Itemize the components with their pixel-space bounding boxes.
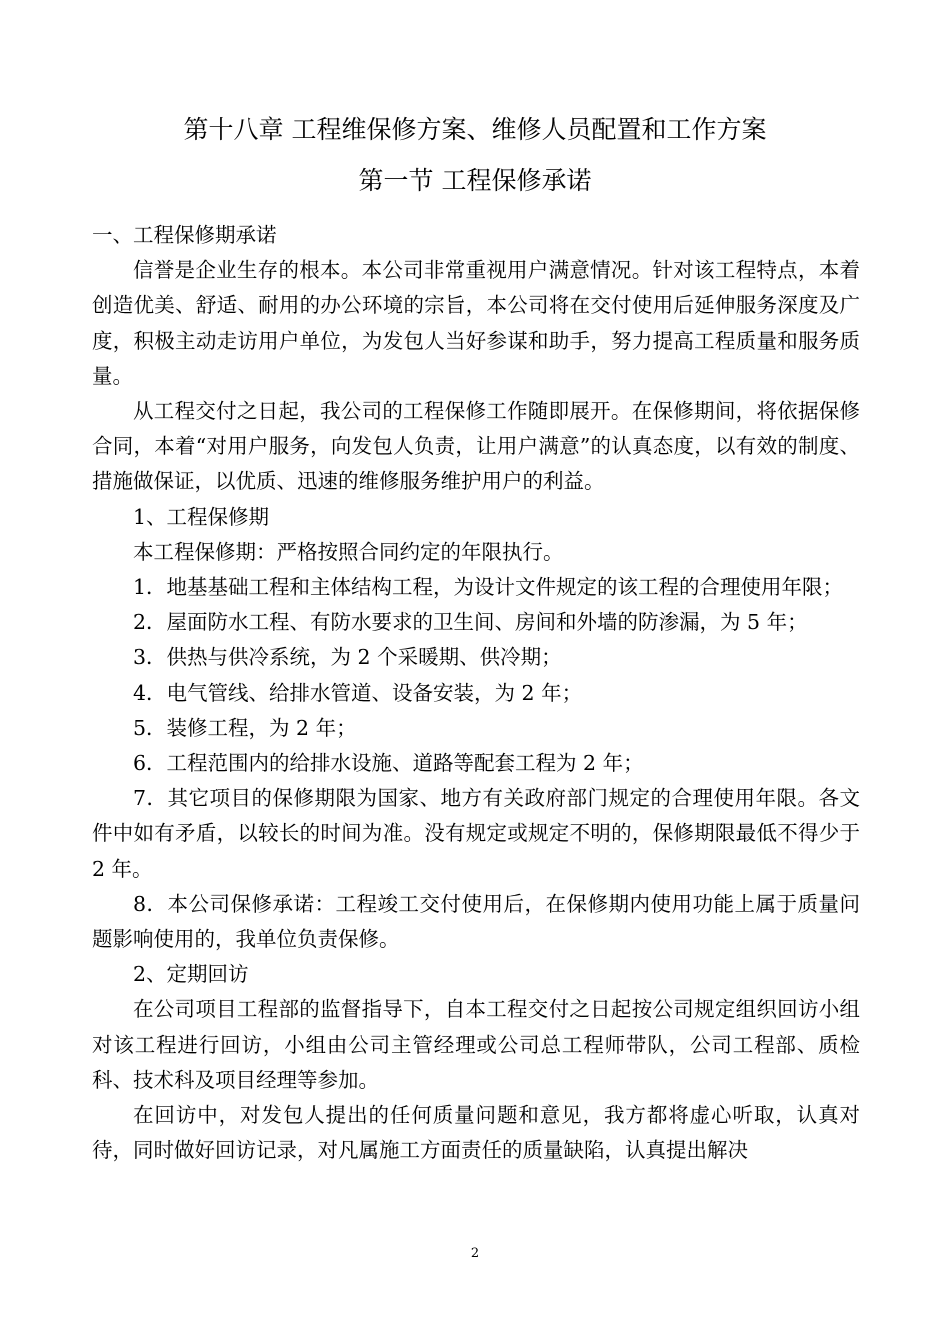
list-item: 4．电气管线、给排水管道、设备安装，为 2 年； [133,680,583,705]
list-item: 2．屋面防水工程、有防水要求的卫生间、房间和外墙的防渗漏，为 5 年； [133,610,808,635]
page-number: 2 [470,1246,480,1261]
chapter-title: 第十八章 工程维保修方案、维修人员配置和工作方案 [183,115,767,144]
list-item: 7．其它项目的保修期限为国家、地方有关政府部门规定的合理使用年限。各文件中如有矛盾，以较长的时间为准。没有规定或规定不明的，保修期限最低不得少于 2 年。 [92,786,860,881]
list-item: 1．地基基础工程和主体结构工程，为设计文件规定的该工程的合理使用年限； [133,575,844,600]
subheading-regular-visits: 2、定期回访 [133,962,249,987]
list-item: 3．供热与供冷系统，为 2 个采暖期、供冷期； [133,645,562,670]
section-title: 第一节 工程保修承诺 [358,166,592,195]
list-item: 8．本公司保修承诺：工程竣工交付使用后，在保修期内使用功能上属于质量问题影响使用的，我单位负责保修。 [92,891,860,952]
paragraph: 在公司项目工程部的监督指导下，自本工程交付之日起按公司规定组织回访小组对该工程进行回访，小组由公司主管经理或公司总工程师带队，公司工程部、质检科、技术科及项目经理等参加。 [92,997,860,1092]
list-item: 6．工程范围内的给排水设施、道路等配套工程为 2 年； [133,751,644,776]
document-body [92,218,860,1168]
paragraph: 在回访中，对发包人提出的任何质量问题和意见，我方都将虚心听取，认真对待，同时做好回访记录，对凡属施工方面责任的质量缺陷，认真提出解决 [92,1103,860,1163]
paragraph: 从工程交付之日起，我公司的工程保修工作随即展开。在保修期间，将依据保修合同，本着“对用户服务，向发包人负责，让用户满意”的认真态度，以有效的制度、措施做保证，以优质、迅速的维修服务维护用户的利益。 [92,399,860,494]
heading-warranty-commitment: 一、工程保修期承诺 [92,223,277,247]
subheading-warranty-period: 1、工程保修期 [133,504,270,529]
paragraph: 本工程保修期：严格按照合同约定的年限执行。 [133,539,564,564]
paragraph: 信誉是企业生存的根本。本公司非常重视用户满意情况。针对该工程特点，本着创造优美、舒适、耐用的办公环境的宗旨，本公司将在交付使用后延伸服务深度及广度，积极主动走访用户单位，为发包人当好参谋和助手，努力提高工程质量和服务质量。 [92,258,860,388]
list-item: 5．装修工程，为 2 年； [133,715,357,740]
